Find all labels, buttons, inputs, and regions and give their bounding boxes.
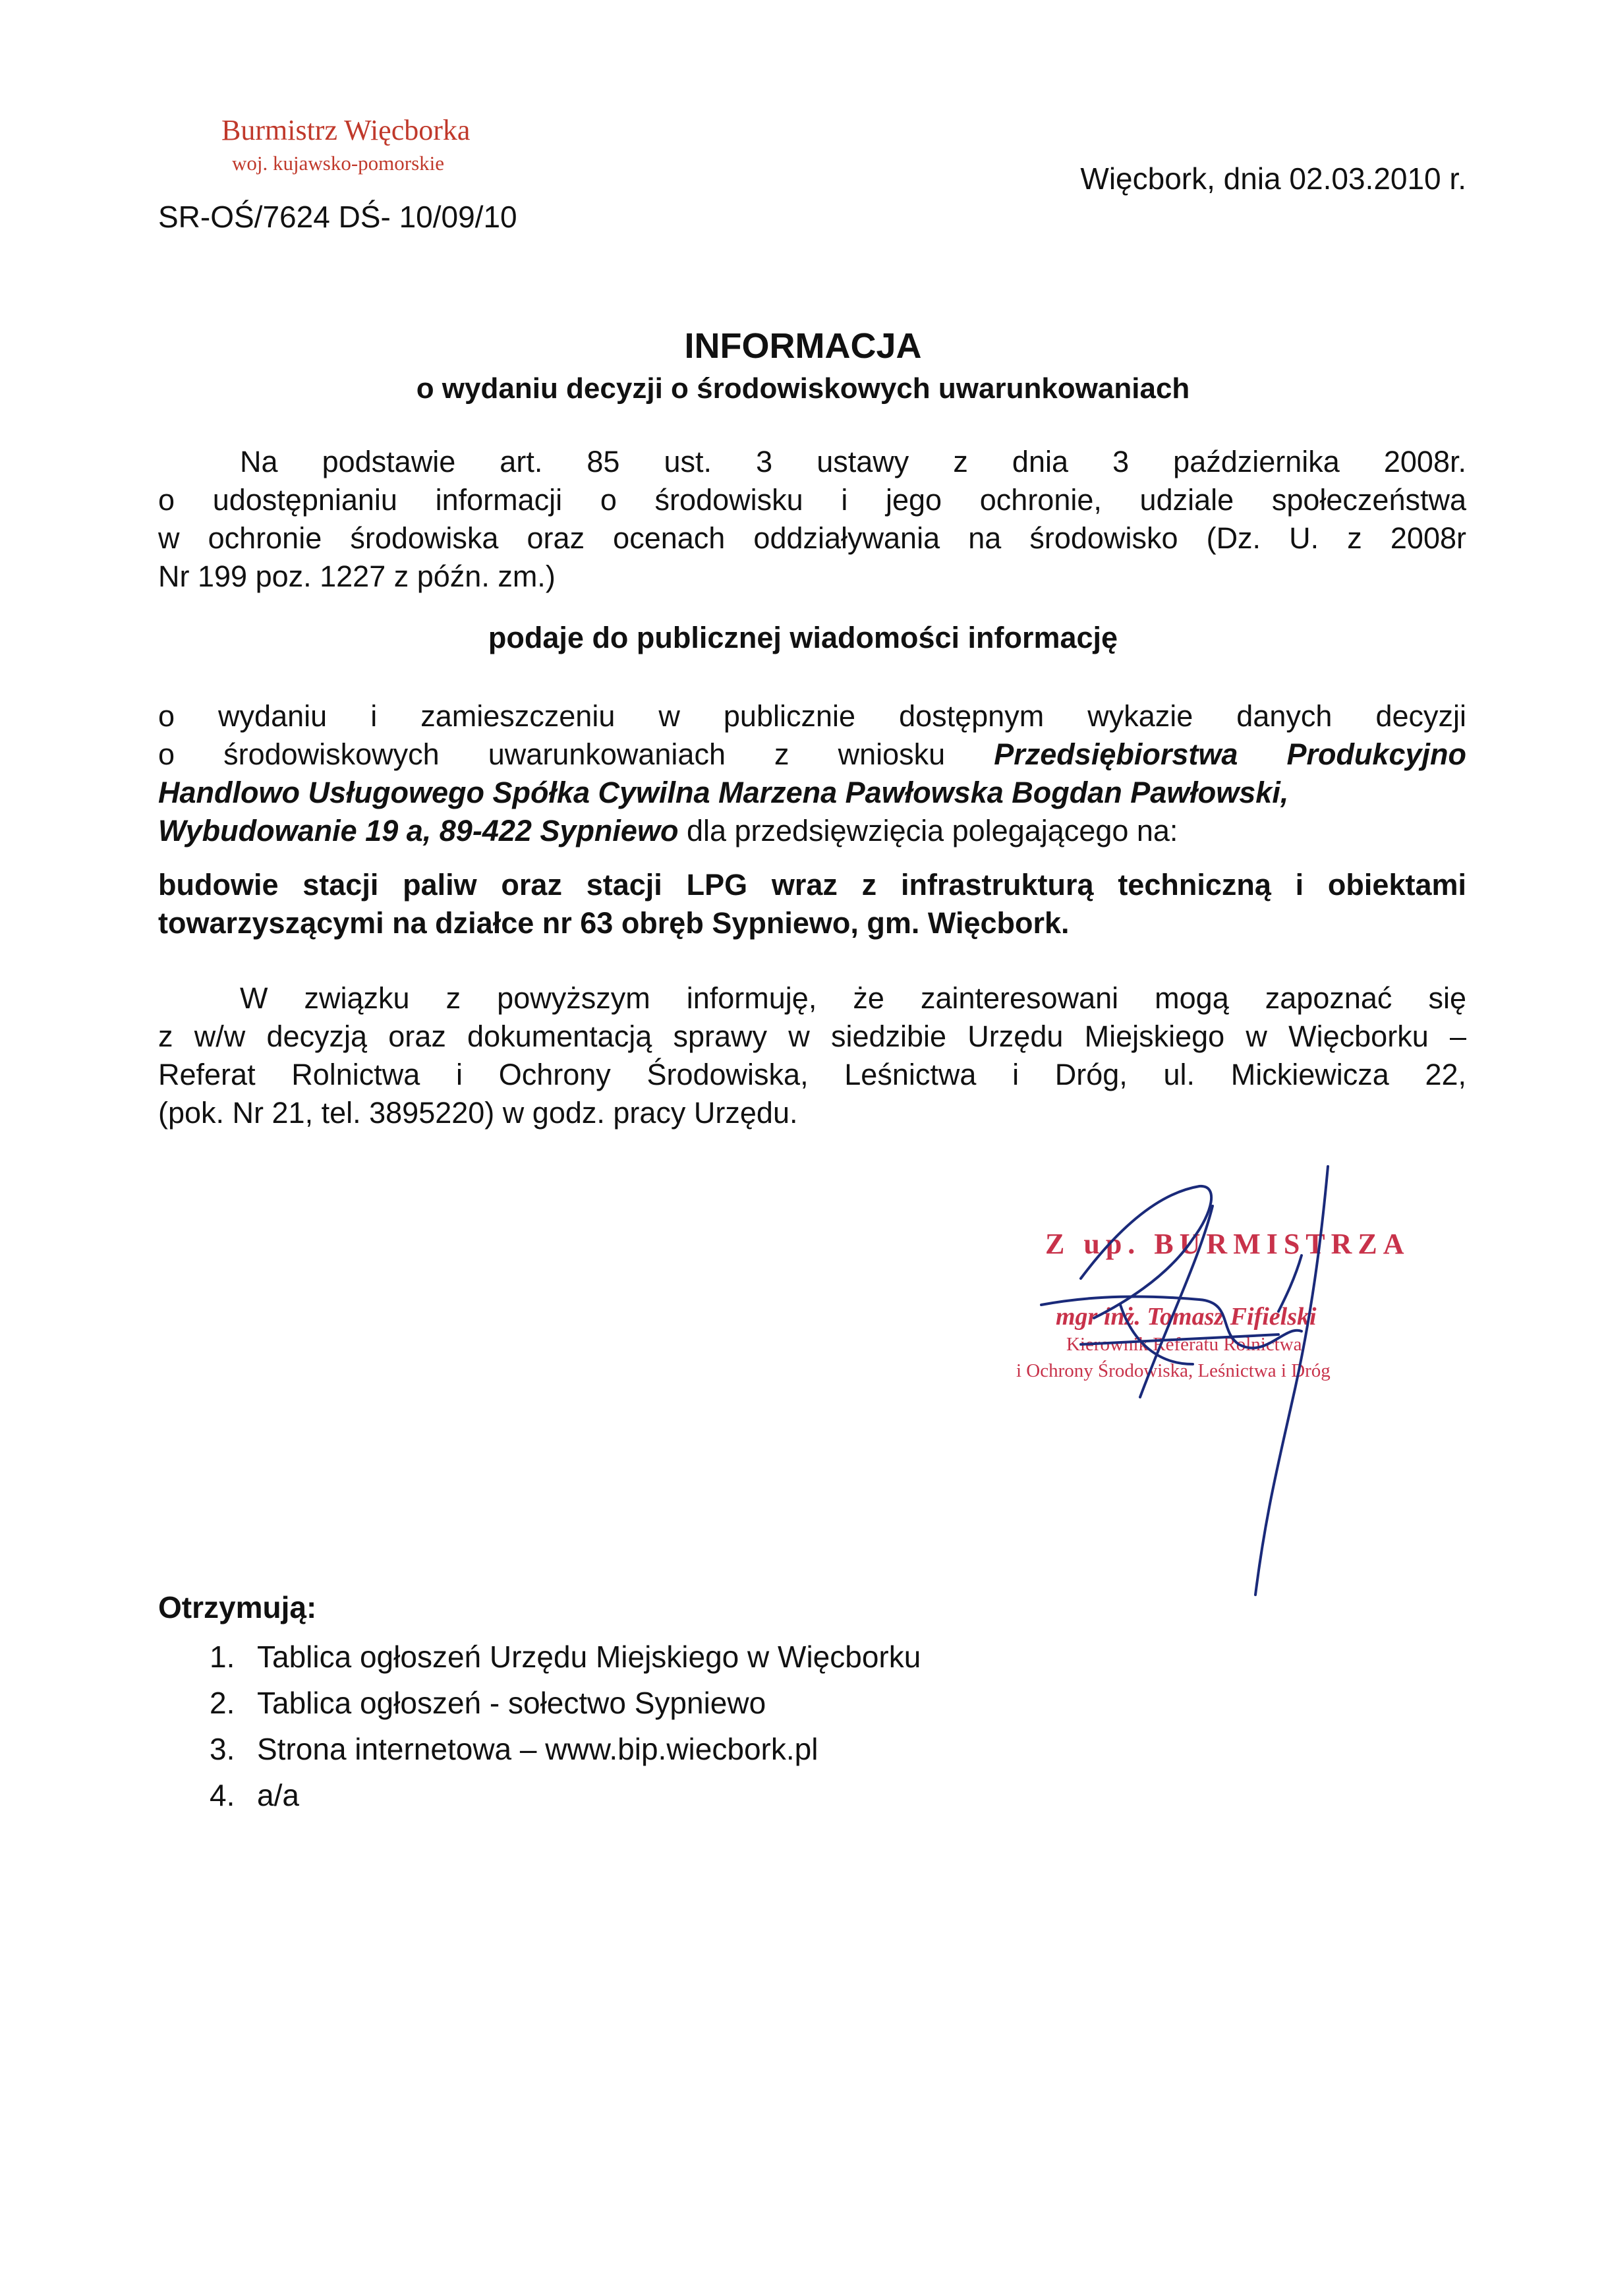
applicant-name: Przedsiębiorstwa Produkcyjno [994,737,1466,771]
reference-number: SR-OŚ/7624 DŚ- 10/09/10 [158,200,517,234]
place-date: Więcbork, dnia 02.03.2010 r. [1080,161,1466,196]
decision-line: o wydaniu i zamieszczeniu w publicznie dostępnym wykazie danych decyzji [158,699,1466,733]
stamp-position: Kierownik Referatu Rolnictwa [1066,1334,1302,1355]
applicant-address: Wybudowanie 19 a, 89-422 Sypniewo [158,814,679,847]
stamp-official-name: mgr inż. Tomasz Fifielski [1056,1303,1317,1331]
decision-paragraph [158,697,1466,850]
list-number: 4. [210,1778,235,1812]
legal-basis-line: o udostępnianiu informacji o środowisku i jego ochronie, udziale społeczeństwa [158,483,1466,517]
list-item [210,1775,921,1822]
list-text: Strona internetowa – www.bip.wiecbork.pl [257,1732,818,1766]
notice-line: Referat Rolnictwa i Ochrony Środowiska, Leśnictwa i Dróg, ul. Mickiewicza 22, [158,1058,1466,1091]
list-number: 1. [210,1640,235,1674]
notice-line: W związku z powyższym informuję, że zainteresowani mogą zapoznać się [240,981,1466,1015]
list-number: 2. [210,1686,235,1720]
document-subtitle: o wydaniu decyzji o środowiskowych uwarunkowaniach [416,372,1190,405]
recipients-title: Otrzymują: [158,1590,317,1624]
stamp-department: i Ochrony Środowiska, Leśnictwa i Dróg [1016,1360,1331,1381]
legal-basis-paragraph [158,443,1466,596]
project-description [158,866,1466,942]
signature [1002,1147,1463,1621]
list-item [210,1683,921,1729]
project-line: budowie stacji paliw oraz stacji LPG wraz z infrastrukturą techniczną i obiektami [158,868,1466,902]
recipients-list [210,1637,921,1822]
list-item [210,1729,921,1775]
decision-line [158,812,1466,850]
decision-line [158,735,1466,774]
list-item [210,1637,921,1683]
legal-basis-line: Na podstawie art. 85 ust. 3 ustawy z dnia 3 października 2008r. [240,445,1466,478]
decision-text: dla przedsięwzięcia polegającego na: [678,814,1178,847]
list-number: 3. [210,1732,235,1766]
document-title: INFORMACJA [684,326,922,366]
office-region: woj. kujawsko-pomorskie [232,152,445,175]
list-text: Tablica ogłoszeń Urzędu Miejskiego w Więcborku [257,1640,921,1674]
list-text: a/a [257,1778,299,1812]
stamp-title: Z up. BURMISTRZA [1045,1228,1410,1260]
notice-paragraph [158,979,1466,1132]
legal-basis-line: w ochronie środowiska oraz ocenach oddziaływania na środowisko (Dz. U. z 2008r [158,521,1466,555]
project-line: towarzyszącymi na działce nr 63 obręb Sypniewo, gm. Więcbork. [158,906,1070,940]
notice-line: (pok. Nr 21, tel. 3895220) w godz. pracy Urzędu. [158,1096,798,1130]
office-name: Burmistrz Więcborka [221,114,471,146]
announcement: podaje do publicznej wiadomości informację [488,621,1118,654]
applicant-name: Handlowo Usługowego Spółka Cywilna Marzena Pawłowska Bogdan Pawłowski, [158,776,1289,809]
legal-basis-line: Nr 199 poz. 1227 z późn. zm.) [158,560,556,593]
list-text: Tablica ogłoszeń - sołectwo Sypniewo [257,1686,766,1720]
decision-text: o środowiskowych uwarunkowaniach z wniosku [158,737,994,771]
notice-line: z w/w decyzją oraz dokumentacją sprawy w siedzibie Urzędu Miejskiego w Więcborku – [158,1019,1466,1053]
